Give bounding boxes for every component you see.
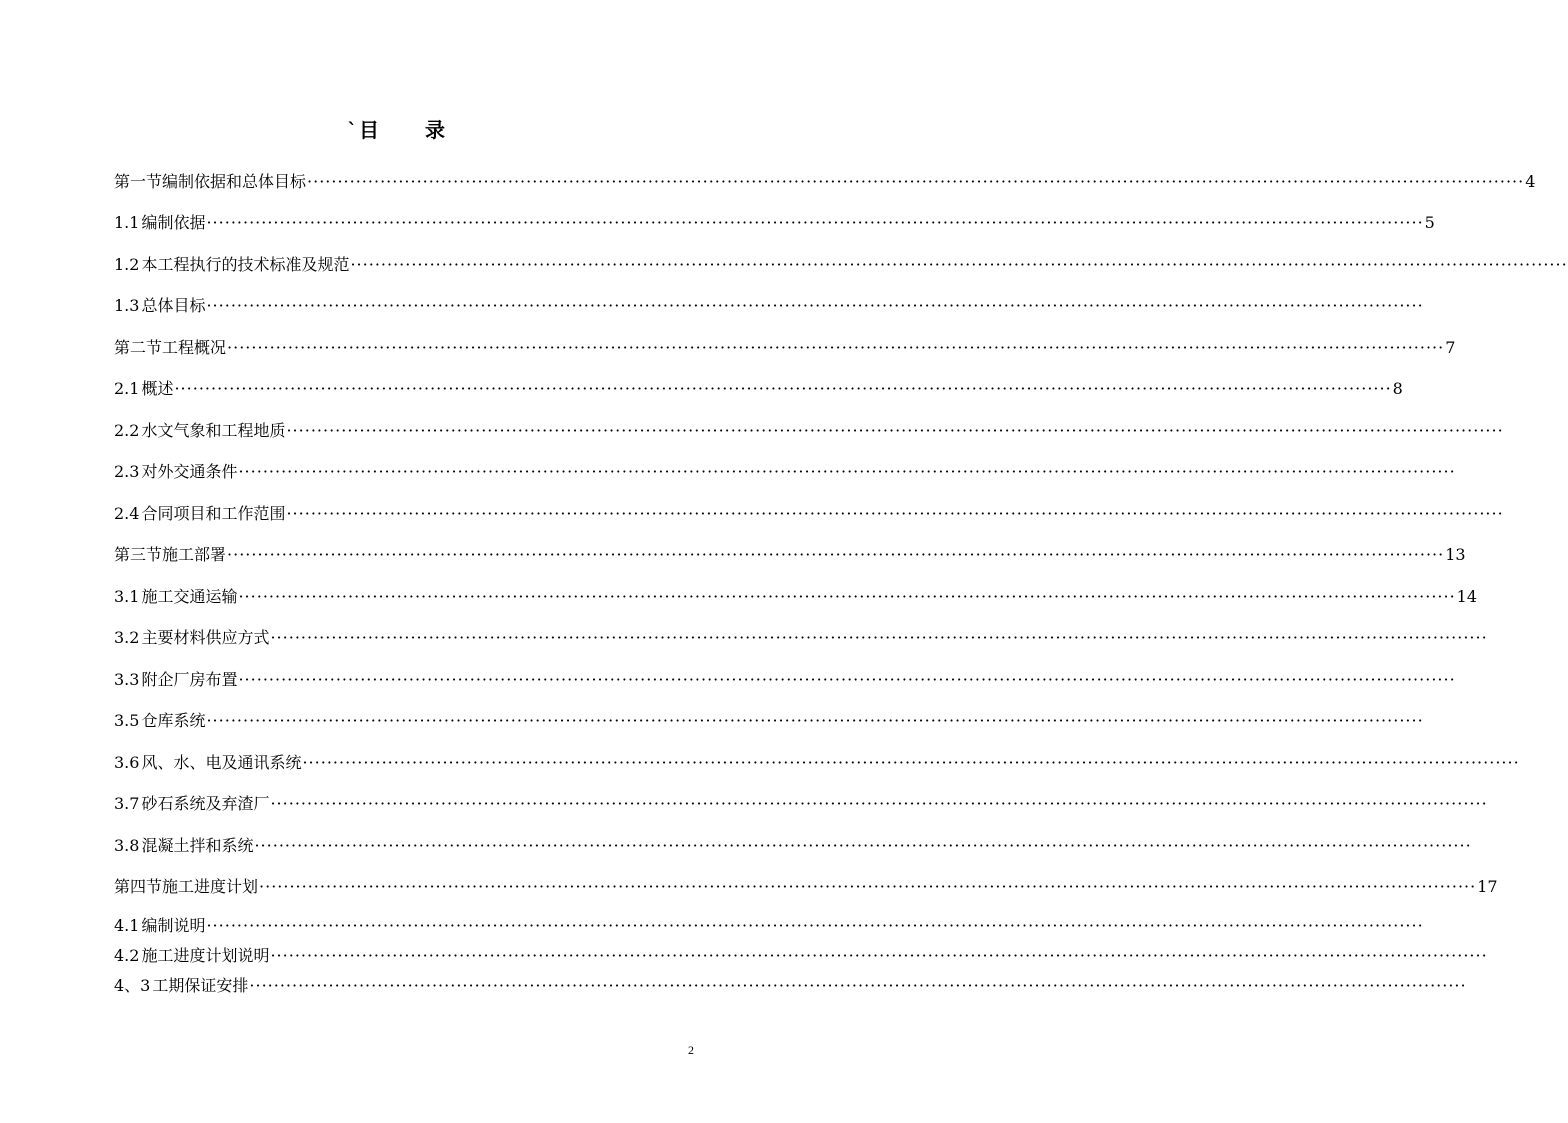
toc-entry[interactable] [114, 666, 1456, 690]
toc-dot-leader: ········································································································································································································ [238, 670, 1456, 689]
toc-dot-leader: ········································································································································································································ [249, 976, 1467, 995]
toc-entry[interactable] [114, 375, 1403, 399]
toc-entry[interactable] [114, 942, 1488, 966]
toc-entry-title: 砂石系统及弃渣厂 [141, 794, 270, 813]
toc-entry-number: 第四节 [114, 877, 163, 896]
toc-dot-leader: ········································································································································································································ [206, 916, 1424, 935]
toc-dot-leader: ········································································································································································································ [286, 504, 1504, 523]
toc-entry-number: 3.6 [114, 753, 140, 772]
toc-entry[interactable] [114, 583, 1478, 607]
toc-entry[interactable] [114, 832, 1472, 856]
toc-dot-leader: ········································································································································································································ [206, 296, 1424, 315]
toc-entry[interactable] [114, 972, 1467, 996]
toc-entry-title: 工期保证安排 [152, 976, 249, 995]
toc-entry-title: 风、水、电及通讯系统 [141, 753, 302, 772]
toc-entry-title: 混凝土拌和系统 [141, 836, 254, 855]
toc-dot-leader: ········································································································································································································ [286, 421, 1504, 440]
toc-dot-leader: ········································································································································································································ [206, 213, 1424, 232]
toc-entry-page: 17 [1477, 877, 1498, 896]
toc-entry-title: 水文气象和工程地质 [141, 421, 286, 440]
toc-entry-title: 施工进度计划 [162, 877, 259, 896]
toc-dot-leader: ········································································································································································································ [206, 711, 1424, 730]
toc-entry-title: 工程概况 [162, 338, 227, 357]
toc-entry-title: 总体目标 [141, 296, 206, 315]
document-title: `目 录 [347, 118, 447, 142]
toc-entry-title: 编制依据和总体目标 [162, 172, 307, 191]
toc-entry[interactable] [114, 541, 1466, 565]
toc-entry-number: 3.8 [114, 836, 140, 855]
toc-entry[interactable] [114, 790, 1488, 814]
toc-entry-number: 2.3 [114, 462, 140, 481]
toc-entry[interactable] [114, 417, 1504, 441]
toc-entry-title: 仓库系统 [141, 711, 206, 730]
toc-entry-page: 7 [1445, 338, 1456, 357]
toc-entry[interactable] [114, 251, 1568, 275]
toc-entry-number: 第三节 [114, 545, 163, 564]
toc-entry-number: 3.7 [114, 794, 140, 813]
toc-entry-number: 第二节 [114, 338, 163, 357]
toc-entry[interactable] [114, 749, 1520, 773]
toc-entry[interactable] [114, 912, 1424, 936]
toc-entry-page: 8 [1392, 379, 1403, 398]
toc-entry-title: 施工进度计划说明 [141, 946, 270, 965]
toc-entry-number: 2.2 [114, 421, 140, 440]
toc-dot-leader: ········································································································································································································ [227, 545, 1445, 564]
toc-entry-number: 1.2 [114, 255, 140, 274]
toc-entry-number: 3.3 [114, 670, 140, 689]
toc-dot-leader: ········································································································································································································ [259, 877, 1477, 896]
toc-entry-title: 施工交通运输 [141, 587, 238, 606]
toc-dot-leader: ········································································································································································································ [307, 172, 1525, 191]
toc-entry-number: 3.2 [114, 628, 140, 647]
toc-entry-number: 2.4 [114, 504, 140, 523]
toc-dot-leader: ········································································································································································································ [270, 794, 1488, 813]
toc-entry-page: 4 [1525, 172, 1536, 191]
toc-entry-title: 主要材料供应方式 [141, 628, 270, 647]
toc-entry-title: 合同项目和工作范围 [141, 504, 286, 523]
page-number: 2 [688, 1043, 694, 1057]
toc-entry[interactable] [114, 209, 1435, 233]
toc-entry-page: 14 [1456, 587, 1478, 606]
toc-entry[interactable] [114, 292, 1424, 316]
toc-entry-title: 施工部署 [162, 545, 227, 564]
toc-entry-number: 4.1 [114, 916, 140, 935]
toc-dot-leader: ········································································································································································································ [302, 753, 1520, 772]
toc-dot-leader: ········································································································································································································ [254, 836, 1472, 855]
toc-dot-leader: ········································································································································································································ [238, 587, 1456, 606]
toc-dot-leader: ········································································································································································································ [174, 379, 1392, 398]
toc-entry-title: 编制依据 [141, 213, 206, 232]
toc-entry-number: 2.1 [114, 379, 140, 398]
toc-entry-number: 第一节 [114, 172, 163, 191]
toc-dot-leader: ········································································································································································································ [227, 338, 1445, 357]
toc-entry[interactable] [114, 707, 1424, 731]
toc-entry[interactable] [114, 500, 1504, 524]
toc-entry-title: 对外交通条件 [141, 462, 238, 481]
toc-entry[interactable] [114, 168, 1536, 192]
toc-entry-number: 1.3 [114, 296, 140, 315]
toc-entry[interactable] [114, 458, 1456, 482]
toc-entry-page: 5 [1424, 213, 1435, 232]
toc-entry-title: 编制说明 [141, 916, 206, 935]
toc-dot-leader: ········································································································································································································ [238, 462, 1456, 481]
toc-entry[interactable] [114, 624, 1488, 648]
toc-dot-leader: ········································································································································································································ [270, 946, 1488, 965]
toc-entry-title: 本工程执行的技术标准及规范 [141, 255, 350, 274]
toc-dot-leader: ········································································································································································································ [270, 628, 1488, 647]
toc-entry[interactable] [114, 334, 1456, 358]
toc-entry[interactable] [114, 873, 1498, 897]
toc-entry-page: 13 [1445, 545, 1466, 564]
toc-entry-number: 3.5 [114, 711, 140, 730]
toc-entry-number: 4、3 [114, 976, 151, 995]
toc-entry-title: 概述 [141, 379, 174, 398]
toc-entry-number: 1.1 [114, 213, 140, 232]
toc-entry-number: 4.2 [114, 946, 140, 965]
toc-entry-title: 附企厂房布置 [141, 670, 238, 689]
toc-entry-number: 3.1 [114, 587, 140, 606]
toc-dot-leader: ········································································································································································································ [350, 255, 1568, 274]
